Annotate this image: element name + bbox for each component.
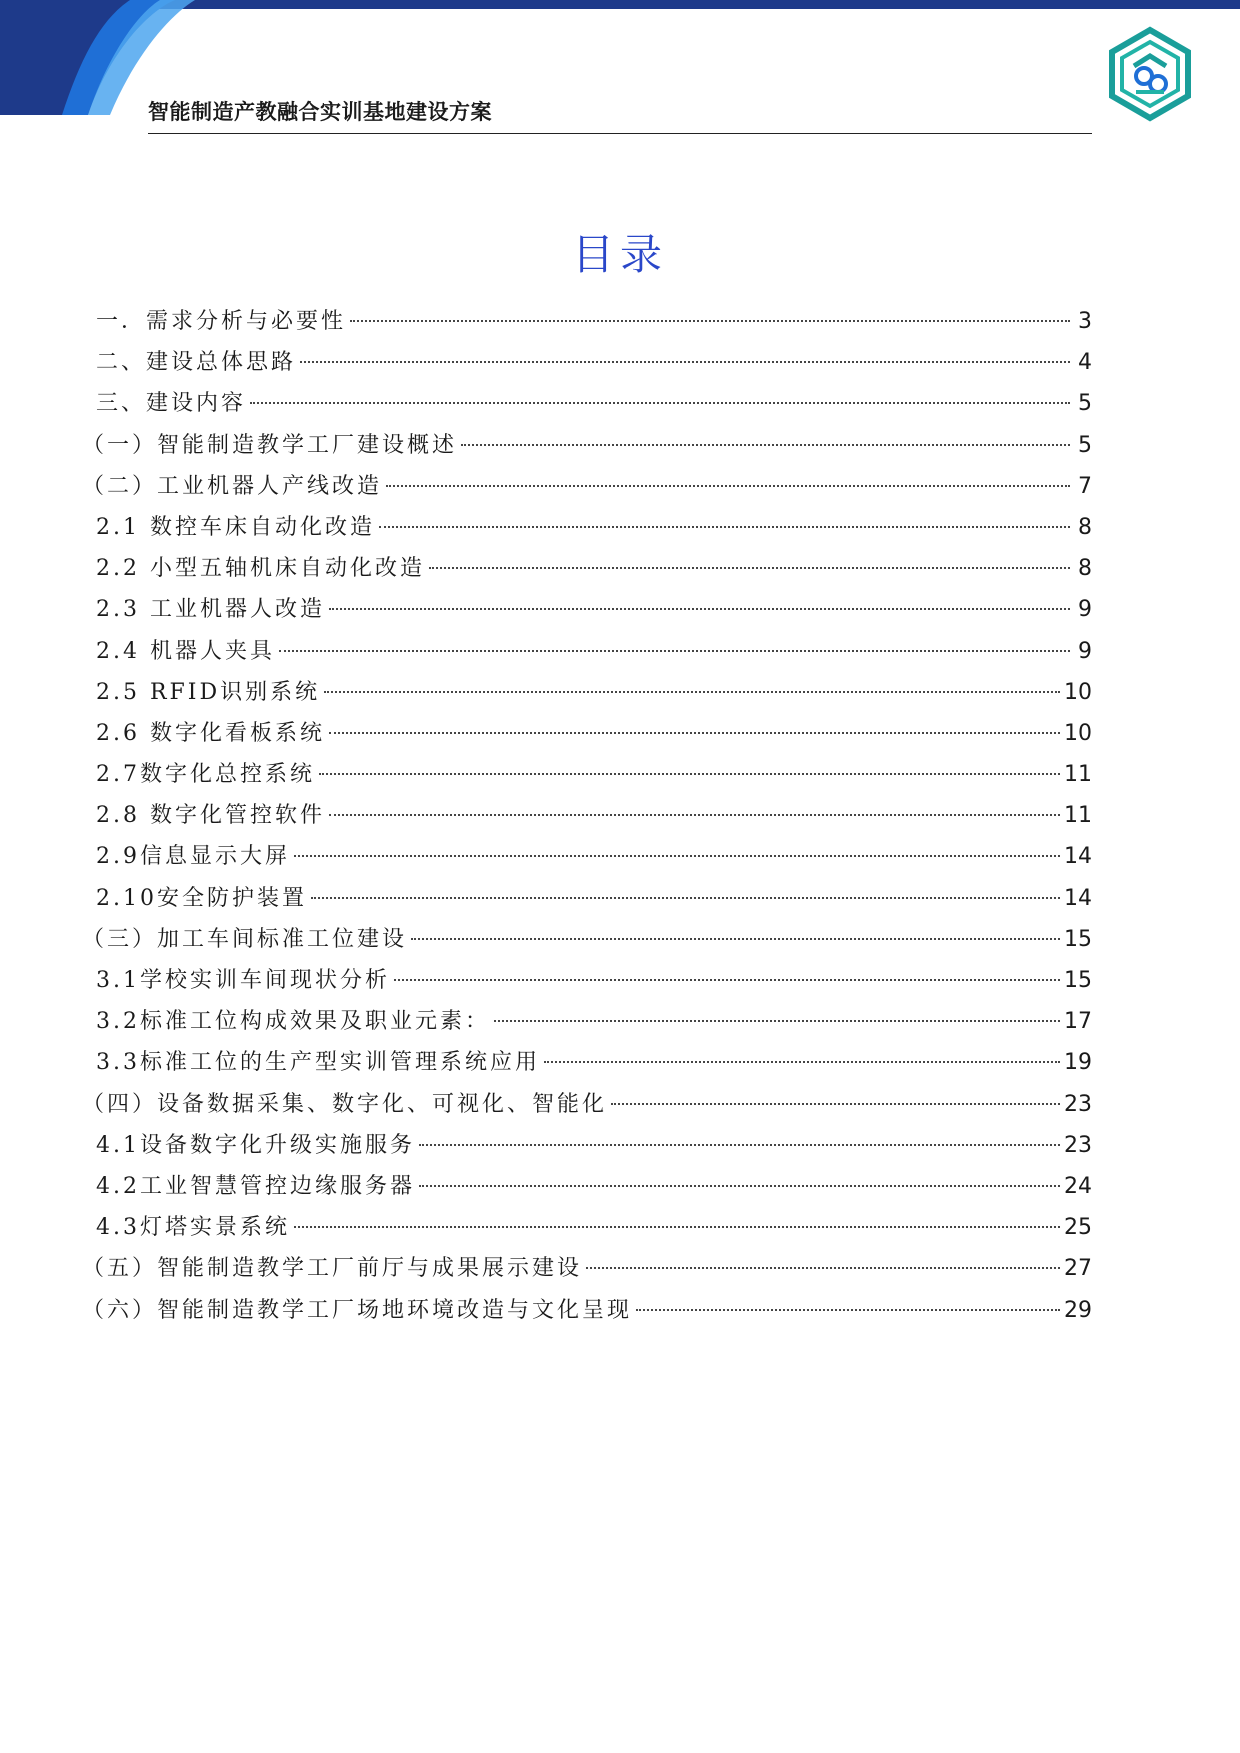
toc-entry[interactable] xyxy=(82,383,1092,424)
toc-dot-leader xyxy=(379,526,1070,528)
toc-entry[interactable] xyxy=(82,878,1092,919)
toc-entry[interactable] xyxy=(82,548,1092,589)
toc-entry[interactable] xyxy=(82,713,1092,754)
toc-heading: 目录 xyxy=(571,230,668,279)
toc-entry-label: 一．需求分析与必要性 xyxy=(96,309,347,334)
toc-dot-leader xyxy=(411,938,1060,940)
toc-entry-label: 三、建设内容 xyxy=(96,391,247,417)
toc-dot-leader xyxy=(329,814,1060,816)
toc-page-number: 7 xyxy=(1078,473,1092,499)
toc-entry[interactable] xyxy=(82,589,1092,630)
toc-page-number: 14 xyxy=(1064,885,1092,911)
toc-entry[interactable] xyxy=(82,919,1092,960)
toc-page-number: 17 xyxy=(1064,1009,1092,1035)
toc-dot-leader xyxy=(324,691,1060,693)
toc-dot-leader xyxy=(394,979,1060,981)
toc-page-number: 9 xyxy=(1078,638,1092,664)
toc-dot-leader xyxy=(611,1103,1060,1105)
toc-page-number: 15 xyxy=(1064,926,1092,952)
toc-page-number: 29 xyxy=(1064,1297,1092,1323)
toc-page-number: 11 xyxy=(1064,762,1092,788)
toc-entry-label: （四）设备数据采集、数字化、可视化、智能化 xyxy=(82,1091,608,1117)
toc-entry[interactable] xyxy=(82,425,1092,466)
toc-entry[interactable] xyxy=(82,1125,1092,1166)
table-of-contents xyxy=(82,301,1092,1331)
toc-page-number: 10 xyxy=(1064,720,1092,746)
toc-entry-label: 4.1设备数字化升级实施服务 xyxy=(96,1132,415,1158)
toc-entry-label: 3.1学校实训车间现状分析 xyxy=(96,968,390,993)
toc-dot-leader xyxy=(294,1226,1060,1228)
toc-entry[interactable] xyxy=(82,1207,1092,1248)
toc-dot-leader xyxy=(419,1144,1060,1146)
toc-entry[interactable] xyxy=(82,836,1092,877)
toc-dot-leader xyxy=(461,444,1070,446)
toc-entry-label: 2.3 工业机器人改造 xyxy=(96,597,325,623)
toc-dot-leader xyxy=(494,1020,1060,1022)
toc-page-number: 23 xyxy=(1064,1132,1092,1158)
toc-entry-label: 2.9信息显示大屏 xyxy=(96,844,290,870)
toc-entry-label: 4.3灯塔实景系统 xyxy=(96,1215,290,1241)
toc-entry[interactable] xyxy=(82,1248,1092,1289)
toc-dot-leader xyxy=(319,773,1060,775)
toc-entry-label: 2.4 机器人夹具 xyxy=(96,638,275,664)
toc-entry-label: （三）加工车间标准工位建设 xyxy=(82,926,408,952)
toc-dot-leader xyxy=(386,485,1070,487)
toc-entry-label: 4.2工业智慧管控边缘服务器 xyxy=(96,1173,415,1199)
toc-page-number: 5 xyxy=(1078,432,1092,458)
toc-entry[interactable] xyxy=(82,1290,1092,1331)
toc-page-number: 15 xyxy=(1064,968,1092,993)
toc-entry[interactable] xyxy=(82,342,1092,383)
document-title: 智能制造产教融合实训基地建设方案 xyxy=(148,100,492,124)
toc-entry[interactable] xyxy=(82,631,1092,672)
toc-entry[interactable] xyxy=(82,301,1092,342)
toc-page-number: 14 xyxy=(1064,844,1092,870)
toc-entry-label: 3.2标准工位构成效果及职业元素： xyxy=(96,1009,490,1035)
toc-page-number: 25 xyxy=(1064,1215,1092,1241)
toc-entry[interactable] xyxy=(82,466,1092,507)
toc-entry[interactable] xyxy=(82,960,1092,1001)
toc-page-number: 4 xyxy=(1078,350,1092,376)
toc-entry[interactable] xyxy=(82,507,1092,548)
toc-entry-label: 2.7数字化总控系统 xyxy=(96,762,315,788)
toc-page-number: 9 xyxy=(1078,597,1092,623)
toc-dot-leader xyxy=(636,1309,1060,1311)
toc-page-number: 10 xyxy=(1064,679,1092,705)
toc-entry-label: （二）工业机器人产线改造 xyxy=(82,473,383,499)
toc-dot-leader xyxy=(586,1267,1060,1269)
school-emblem-icon xyxy=(1106,26,1194,122)
toc-page-number: 24 xyxy=(1064,1173,1092,1199)
toc-entry[interactable] xyxy=(82,1042,1092,1083)
header-divider xyxy=(148,133,1092,134)
toc-page-number: 3 xyxy=(1078,309,1092,334)
toc-entry-label: （六）智能制造教学工厂场地环境改造与文化呈现 xyxy=(82,1297,633,1323)
toc-page-number: 5 xyxy=(1078,391,1092,417)
toc-dot-leader xyxy=(350,320,1070,322)
toc-page-number: 8 xyxy=(1078,556,1092,582)
toc-page-number: 19 xyxy=(1064,1050,1092,1076)
toc-entry-label: （一）智能制造教学工厂建设概述 xyxy=(82,432,458,458)
toc-entry-label: 二、建设总体思路 xyxy=(96,350,297,376)
toc-entry[interactable] xyxy=(82,672,1092,713)
toc-dot-leader xyxy=(279,650,1070,652)
toc-page-number: 8 xyxy=(1078,514,1092,540)
toc-entry-label: 2.10安全防护装置 xyxy=(96,885,307,911)
toc-entry[interactable] xyxy=(82,1166,1092,1207)
toc-dot-leader xyxy=(250,402,1070,404)
toc-entry[interactable] xyxy=(82,1084,1092,1125)
toc-dot-leader xyxy=(544,1061,1060,1063)
toc-entry-label: 2.5 RFID识别系统 xyxy=(96,679,321,705)
toc-page-number: 11 xyxy=(1064,803,1092,829)
toc-entry-label: 2.1 数控车床自动化改造 xyxy=(96,514,375,540)
toc-dot-leader xyxy=(311,897,1060,899)
toc-page-number: 23 xyxy=(1064,1091,1092,1117)
toc-dot-leader xyxy=(429,567,1070,569)
toc-dot-leader xyxy=(329,732,1060,734)
toc-dot-leader xyxy=(329,608,1070,610)
toc-dot-leader xyxy=(300,361,1070,363)
toc-entry-label: 2.2 小型五轴机床自动化改造 xyxy=(96,556,425,582)
toc-dot-leader xyxy=(419,1185,1060,1187)
toc-dot-leader xyxy=(294,855,1060,857)
toc-entry[interactable] xyxy=(82,1001,1092,1042)
toc-entry-label: 3.3标准工位的生产型实训管理系统应用 xyxy=(96,1050,540,1076)
toc-entry[interactable] xyxy=(82,795,1092,836)
toc-entry-label: （五）智能制造教学工厂前厅与成果展示建设 xyxy=(82,1256,583,1282)
toc-page-number: 27 xyxy=(1064,1256,1092,1282)
toc-entry-label: 2.8 数字化管控软件 xyxy=(96,803,325,829)
toc-entry[interactable] xyxy=(82,754,1092,795)
toc-entry-label: 2.6 数字化看板系统 xyxy=(96,720,325,746)
